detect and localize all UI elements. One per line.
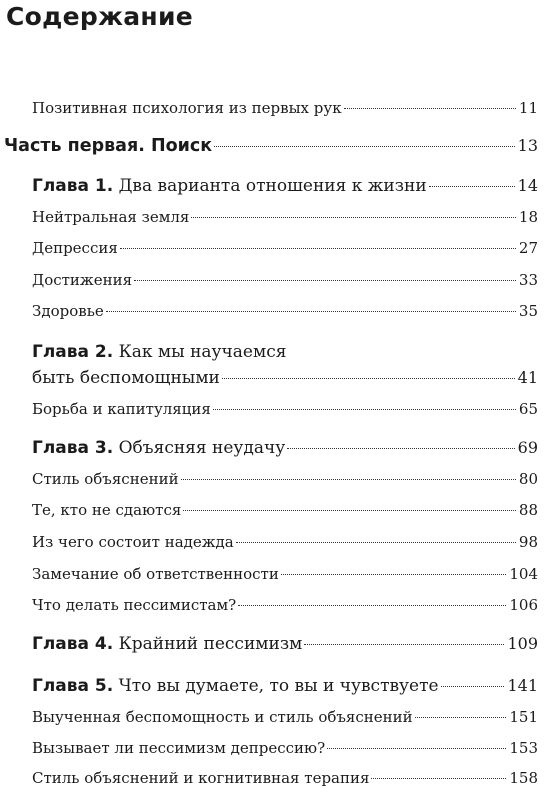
dot-leader [106,311,516,312]
page-number: 14 [517,176,538,195]
chapter-name: Как мы научаемся [118,342,287,362]
toc-entry-struggle[interactable] [32,397,538,421]
page-number: 158 [509,769,538,787]
page-number: 98 [518,533,538,551]
chapter-title [32,174,427,198]
page-number: 13 [517,136,538,155]
dot-leader [191,217,516,218]
page-number: 109 [507,634,538,653]
entry-title: Стиль объяснений [32,470,179,488]
entry-title: Борьба и капитуляция [32,400,211,418]
dot-leader [344,108,516,109]
chapter-label: Глава 3. [32,438,114,458]
page-number: 41 [517,368,538,387]
entry-title: Вызывает ли пессимизм депрессию? [32,739,326,757]
dot-leader [429,186,515,187]
chapter-label: Глава 2. [32,342,114,362]
toc-entry-health[interactable] [32,299,538,323]
entry-title: Выученная беспомощность и стиль объяснений [32,708,413,726]
page-number: 141 [507,676,538,695]
page-number: 65 [518,400,538,418]
toc-entry-explanatory-style[interactable] [32,467,538,491]
entry-title: Здоровье [32,302,104,320]
entry-title: Что делать пессимистам? [32,596,237,614]
dot-leader [287,448,514,449]
chapter-name-cont: быть беспомощными [32,368,220,388]
toc-entry-neutral-ground[interactable] [32,205,538,229]
page-number: 11 [518,99,538,117]
dot-leader [371,778,506,779]
entry-title: Депрессия [32,239,118,257]
page-number: 33 [518,271,538,289]
entry-title: Из чего состоит надежда [32,533,234,551]
toc-chapter-2[interactable] [32,366,538,390]
entry-title: Нейтральная земля [32,208,190,226]
dot-leader [238,605,506,606]
dot-leader [214,146,514,147]
toc-entry-what-to-do-pessimists[interactable] [32,593,538,617]
dot-leader [183,510,516,511]
chapter-label: Глава 4. [32,634,114,654]
dot-leader [134,280,516,281]
page-number: 18 [518,208,538,226]
chapter-name: Два варианта отношения к жизни [118,176,427,196]
entry-title: Замечание об ответственности [32,565,279,583]
dot-leader [327,748,506,749]
dot-leader [181,479,516,480]
page-number: 27 [518,239,538,257]
chapter-name: Крайний пессимизм [118,634,303,654]
toc-entry-positive-psychology[interactable] [32,96,538,120]
chapter-label: Глава 5. [32,676,114,696]
toc-chapter-5[interactable] [32,674,538,698]
toc-entry-pessimism-depression[interactable] [32,736,538,760]
toc-entry-achievements[interactable] [32,268,538,292]
chapter-title [32,674,439,698]
page-number: 88 [518,501,538,519]
entry-title: Позитивная психология из первых рук [32,99,342,117]
dot-leader [222,378,515,379]
dot-leader [236,542,516,543]
dot-leader [304,644,504,645]
toc-entry-hope[interactable] [32,530,538,554]
page-number: 80 [518,470,538,488]
toc-entry-cognitive-therapy[interactable] [32,766,538,790]
toc-entry-responsibility[interactable] [32,562,538,586]
toc-entry-those-who-dont-give-up[interactable] [32,498,538,522]
page-number: 153 [509,739,538,757]
page-number: 35 [518,302,538,320]
toc-entry-learned-helplessness[interactable] [32,705,538,729]
toc-chapter-4[interactable] [32,632,538,656]
dot-leader [120,248,516,249]
dot-leader [213,409,516,410]
entry-title: Стиль объяснений и когнитивная терапия [32,769,370,787]
toc-title: Содержание [6,2,194,31]
dot-leader [281,574,507,575]
toc-part-one[interactable] [4,134,538,158]
chapter-title [32,436,285,460]
toc-entry-depression[interactable] [32,236,538,260]
part-title: Часть первая. Поиск [4,136,213,156]
chapter-2-first-line [32,340,286,364]
page-number: 151 [509,708,538,726]
page-number: 106 [509,596,538,614]
dot-leader [415,717,507,718]
dot-leader [441,686,505,687]
page-number: 69 [517,438,538,457]
entry-title: Достижения [32,271,133,289]
chapter-label: Глава 1. [32,176,114,196]
page-number: 104 [509,565,538,583]
chapter-title [32,632,302,656]
toc-chapter-1[interactable] [32,174,538,198]
chapter-name: Объясняя неудачу [118,438,286,458]
chapter-name: Что вы думаете, то вы и чувствуете [118,676,439,696]
toc-chapter-3[interactable] [32,436,538,460]
entry-title: Те, кто не сдаются [32,501,182,519]
